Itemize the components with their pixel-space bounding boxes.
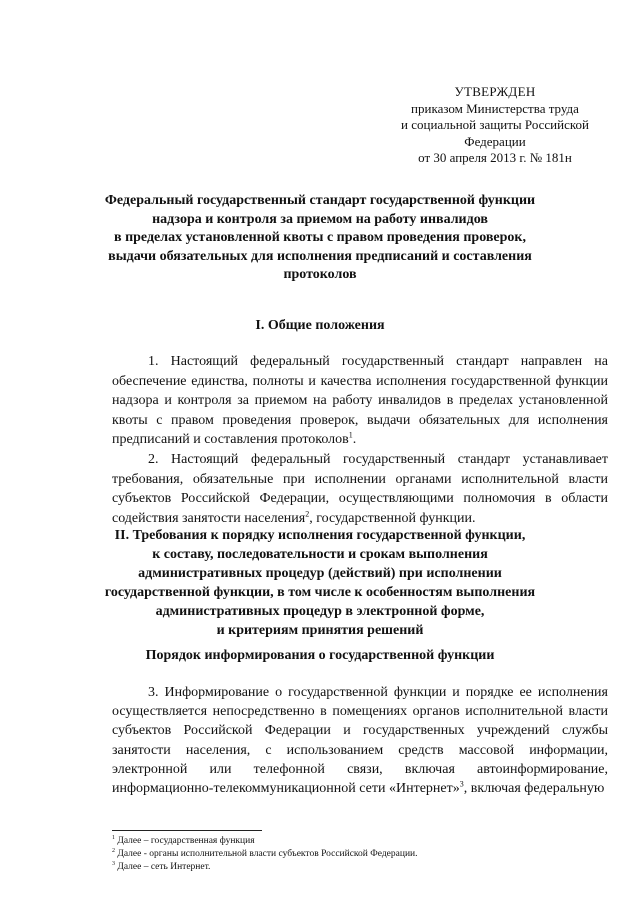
heading-line: и критериям принятия решений	[216, 623, 424, 638]
footnote: $^3$ Далее – сеть Интернет.	[112, 860, 211, 872]
document-title	[100, 192, 540, 285]
footnote: $^2$ Далее - органы исполнительной власти субъектов Российской Федерации.	[112, 847, 418, 859]
title-line: в пределах установленной квоты с правом проведения проверок,	[114, 230, 526, 245]
heading-line: административных процедур (действий) при исполнении	[138, 566, 502, 581]
subsection-body	[112, 683, 608, 798]
paragraph-1: 1. Настоящий федеральный государственный стандарт направлен на обеспечение единства, полноты и качества исполнения государственной функции надзора и контроля за приемом на работу инвалидов в пределах установленной квоты с правом проведения проверок, выдачи обязательных для исполнения предписаний и составления протоколов$^1$.	[112, 354, 608, 448]
paragraph-2: 2. Настоящий федеральный государственный стандарт устанавливает требования, обязательные при исполнении органами исполнительной власти субъектов Российской Федерации, осуществляющими полномочия в области содействия занятости населения$^2$, государственной функции.	[112, 451, 608, 526]
title-line: протоколов	[283, 267, 357, 282]
heading-line: административных процедур в электронной форме,	[155, 604, 485, 619]
subsection-heading: Порядок информирования о государственной функции	[145, 648, 495, 663]
approval-heading: УТВЕРЖДЕН	[454, 84, 536, 99]
heading-line: II. Требования к порядку исполнения государственной функции,	[114, 528, 526, 543]
title-line: выдачи обязательных для исполнения предписаний и составления	[108, 248, 532, 264]
footnote-ref: 3	[459, 779, 464, 789]
footnote-divider	[112, 830, 262, 831]
approval-line: и социальной защиты Российской	[401, 117, 589, 132]
heading-line: государственной функции, в том числе к особенностям выполнения	[104, 585, 536, 600]
footnote: $^1$ Далее – государственная функция	[112, 834, 255, 846]
title-line: надзора и контроля за приемом на работу инвалидов	[152, 211, 488, 227]
approval-line: Федерации	[464, 133, 526, 149]
title-line: Федеральный государственный стандарт государственной функции	[104, 193, 536, 208]
approval-block	[380, 84, 610, 167]
section-2-heading	[90, 526, 550, 640]
section-1-heading: I. Общие положения	[255, 318, 385, 333]
footnote-ref: 1	[348, 430, 353, 440]
paragraph-3: 3. Информирование о государственной функции и порядке ее исполнения осуществляется непосредственно в помещениях органов исполнительной власти субъектов Российской Федерации и государственных учреждений службы занятости населения, с использованием средств массовой информации, электронной или телефонной связи, включая автоинформирование, информационно-телекоммуникационной сети «Интернет»$^3$, включая федеральную	[112, 685, 608, 797]
approval-line: приказом Министерства труда	[411, 100, 579, 116]
approval-date: от 30 апреля 2013 г. № 181н	[418, 150, 572, 165]
section-1-body	[112, 352, 608, 528]
footnotes	[112, 835, 592, 874]
footnote-ref: 2	[305, 509, 310, 519]
heading-line: к составу, последовательности и срокам выполнения	[152, 547, 488, 562]
